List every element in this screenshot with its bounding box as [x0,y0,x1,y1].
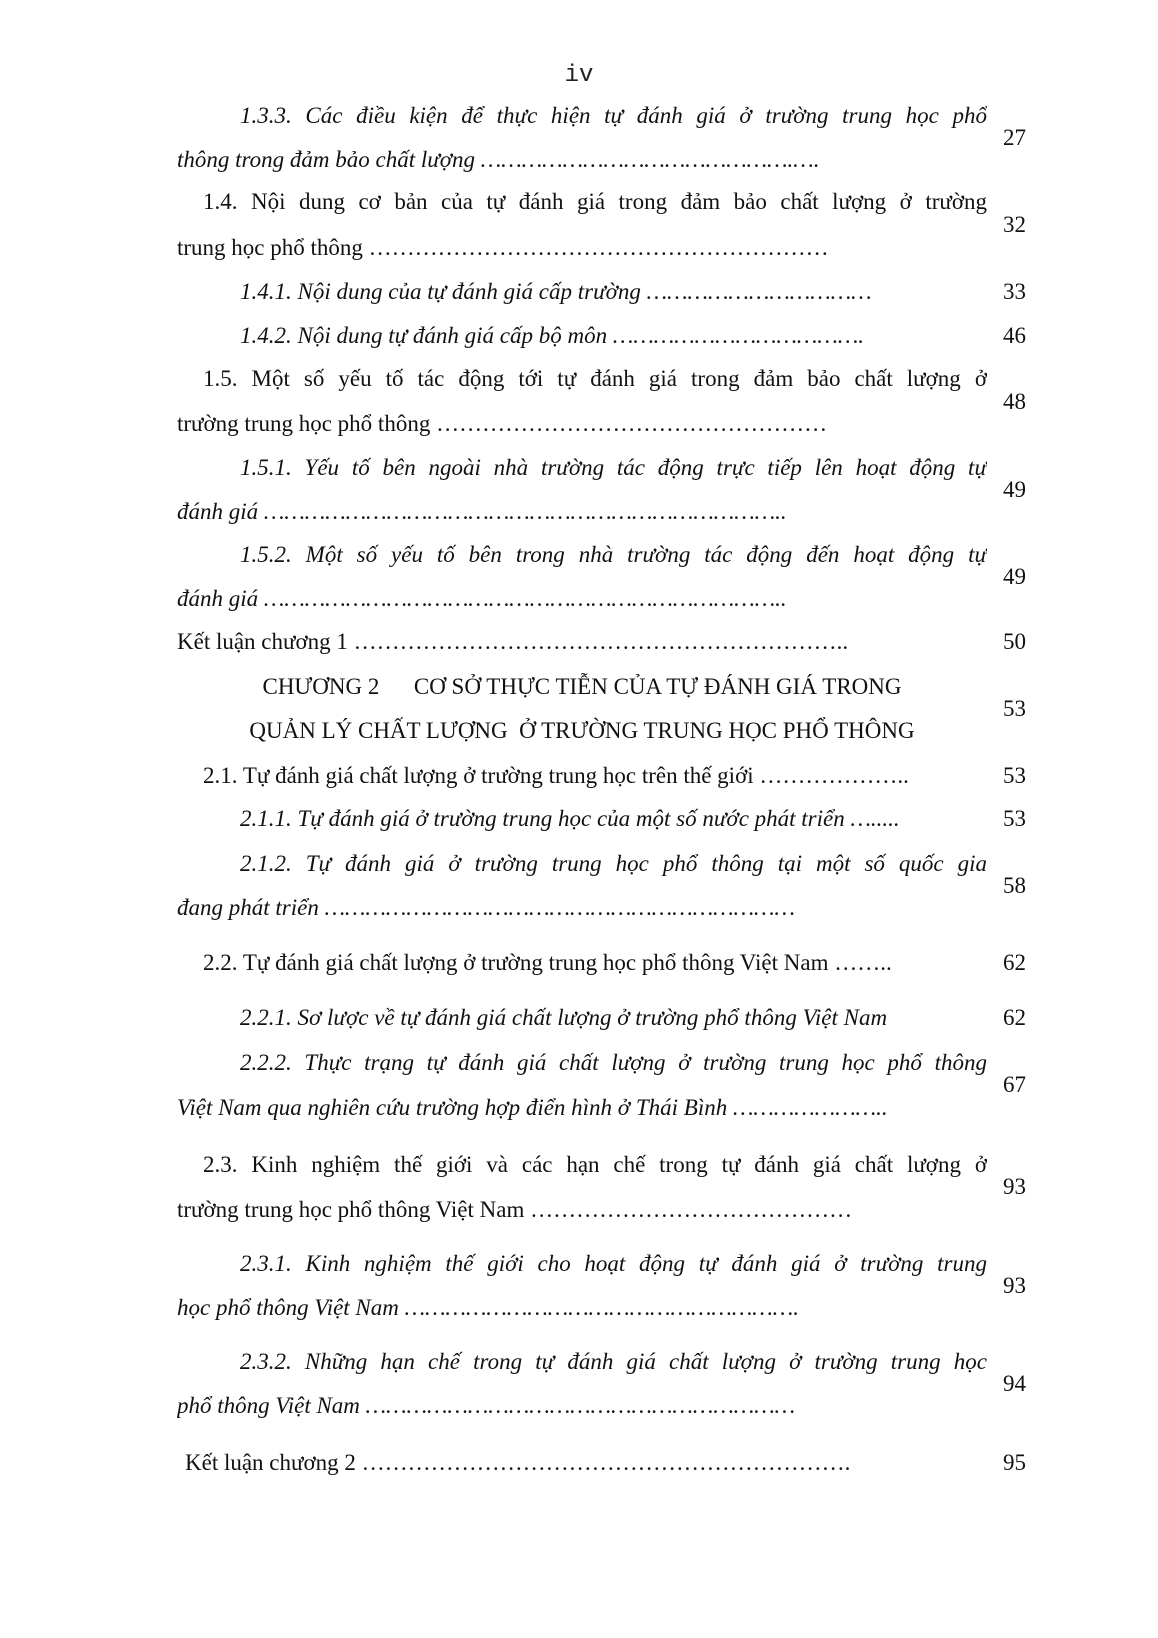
toc-entry-2-2[interactable]: 2.2. Tự đánh giá chất lượng ở trường trung học phổ thông Việt Nam …….. [203,950,892,975]
toc-entry-2-3-1-line-2[interactable]: học phổ thông Việt Nam …………………………………………………. [177,1295,799,1320]
toc-entry-2-3-line-1[interactable]: 2.3. Kinh nghiệm thế giới và các hạn chế trong tự đánh giá chất lượng ở [203,1152,987,1177]
toc-page-2-2-1: 62 [1003,1005,1026,1030]
toc-page-1-5: 48 [1003,389,1026,414]
toc-page-conclusion-chapter-1: 50 [1003,629,1026,654]
chapter-2-heading-line-2[interactable]: QUẢN LÝ CHẤT LƯỢNG Ở TRƯỜNG TRUNG HỌC PHỔ THÔNG [249,718,915,743]
toc-entry-2-1[interactable]: 2.1. Tự đánh giá chất lượng ở trường trung học trên thế giới ……………….. [203,763,909,788]
toc-page-conclusion-chapter-2: 95 [1003,1450,1026,1475]
toc-entry-2-3-line-2[interactable]: trường trung học phổ thông Việt Nam …………………………………… [177,1197,853,1222]
toc-page-1-4-1: 33 [1003,279,1026,304]
toc-page-1-4-2: 46 [1003,323,1026,348]
chapter-2-heading-line-1[interactable]: CHƯƠNG 2 CƠ SỞ THỰC TIỄN CỦA TỰ ĐÁNH GIÁ TRONG [262,674,902,699]
toc-page-2-3: 93 [1003,1174,1026,1199]
toc-entry-2-3-2-line-2[interactable]: phổ thông Việt Nam ……………………………………………………… [177,1393,796,1418]
toc-entry-conclusion-chapter-2[interactable]: Kết luận chương 2 ………………………………………………………. [185,1450,851,1475]
toc-entry-2-2-1[interactable]: 2.2.1. Sơ lược về tự đánh giá chất lượng ở trường phổ thông Việt Nam [240,1005,888,1030]
toc-entry-1-4-1[interactable]: 1.4.1. Nội dung của tự đánh giá cấp trường …………………………… [240,279,872,304]
toc-entry-2-1-1[interactable]: 2.1.1. Tự đánh giá ở trường trung học của một số nước phát triển …..... [240,806,900,831]
toc-page-2-1: 53 [1003,763,1026,788]
toc-entry-2-2-2-line-2[interactable]: Việt Nam qua nghiên cứu trường hợp điển hình ở Thái Bình ………………….. [177,1095,888,1120]
page-number: iv [564,62,594,89]
toc-entry-2-3-2-line-1[interactable]: 2.3.2. Những hạn chế trong tự đánh giá chất lượng ở trường trung học [240,1349,987,1374]
toc-entry-2-3-1-line-1[interactable]: 2.3.1. Kinh nghiệm thế giới cho hoạt động tự đánh giá ở trường trung [240,1251,987,1276]
toc-page-chapter-2: 53 [1003,696,1026,721]
toc-page-2-2: 62 [1003,950,1026,975]
toc-page-1-5-1: 49 [1003,477,1026,502]
toc-entry-1-5-2-line-1[interactable]: 1.5.2. Một số yếu tố bên trong nhà trường tác động đến hoạt động tự [240,542,987,567]
toc-entry-2-1-2-line-2[interactable]: đang phát triển …………………………………………………………… [177,895,795,920]
toc-page-2-2-2: 67 [1003,1072,1026,1097]
toc-entry-2-2-2-line-1[interactable]: 2.2.2. Thực trạng tự đánh giá chất lượng ở trường trung học phổ thông [240,1050,987,1075]
toc-entry-1-3-3-line-2[interactable]: thông trong đảm bảo chất lượng ……………………………………….…. [177,147,820,172]
toc-page-2-3-1: 93 [1003,1273,1026,1298]
toc-entry-1-5-line-2[interactable]: trường trung học phổ thông …………………………………………… [177,411,828,436]
toc-entry-conclusion-chapter-1[interactable]: Kết luận chương 1 ……………………………………………………….. [177,629,849,654]
toc-page-1-5-2: 49 [1003,564,1026,589]
toc-entry-1-4-line-1[interactable]: 1.4. Nội dung cơ bản của tự đánh giá trong đảm bảo chất lượng ở trường [203,189,987,214]
toc-page-2-1-1: 53 [1003,806,1026,831]
toc-entry-1-5-1-line-1[interactable]: 1.5.1. Yếu tố bên ngoài nhà trường tác động trực tiếp lên hoạt động tự [240,455,987,480]
toc-entry-1-5-1-line-2[interactable]: đánh giá ………………………………………………………………….. [177,499,787,524]
toc-entry-1-3-3-line-1[interactable]: 1.3.3. Các điều kiện để thực hiện tự đánh giá ở trường trung học phổ [240,103,987,128]
toc-page-1-4: 32 [1003,212,1026,237]
toc-page-1-3-3: 27 [1003,125,1026,150]
toc-page-2-1-2: 58 [1003,873,1026,898]
toc-entry-1-4-2[interactable]: 1.4.2. Nội dung tự đánh giá cấp bộ môn ………………………………. [240,323,865,348]
toc-entry-2-1-2-line-1[interactable]: 2.1.2. Tự đánh giá ở trường trung học phổ thông tại một số quốc gia [240,851,987,876]
toc-entry-1-5-2-line-2[interactable]: đánh giá ………………………………………………………………….. [177,586,787,611]
toc-page-2-3-2: 94 [1003,1371,1026,1396]
toc-entry-1-5-line-1[interactable]: 1.5. Một số yếu tố tác động tới tự đánh giá trong đảm bảo chất lượng ở [203,366,987,391]
toc-entry-1-4-line-2[interactable]: trung học phổ thông …………………………………………………… [177,235,829,260]
